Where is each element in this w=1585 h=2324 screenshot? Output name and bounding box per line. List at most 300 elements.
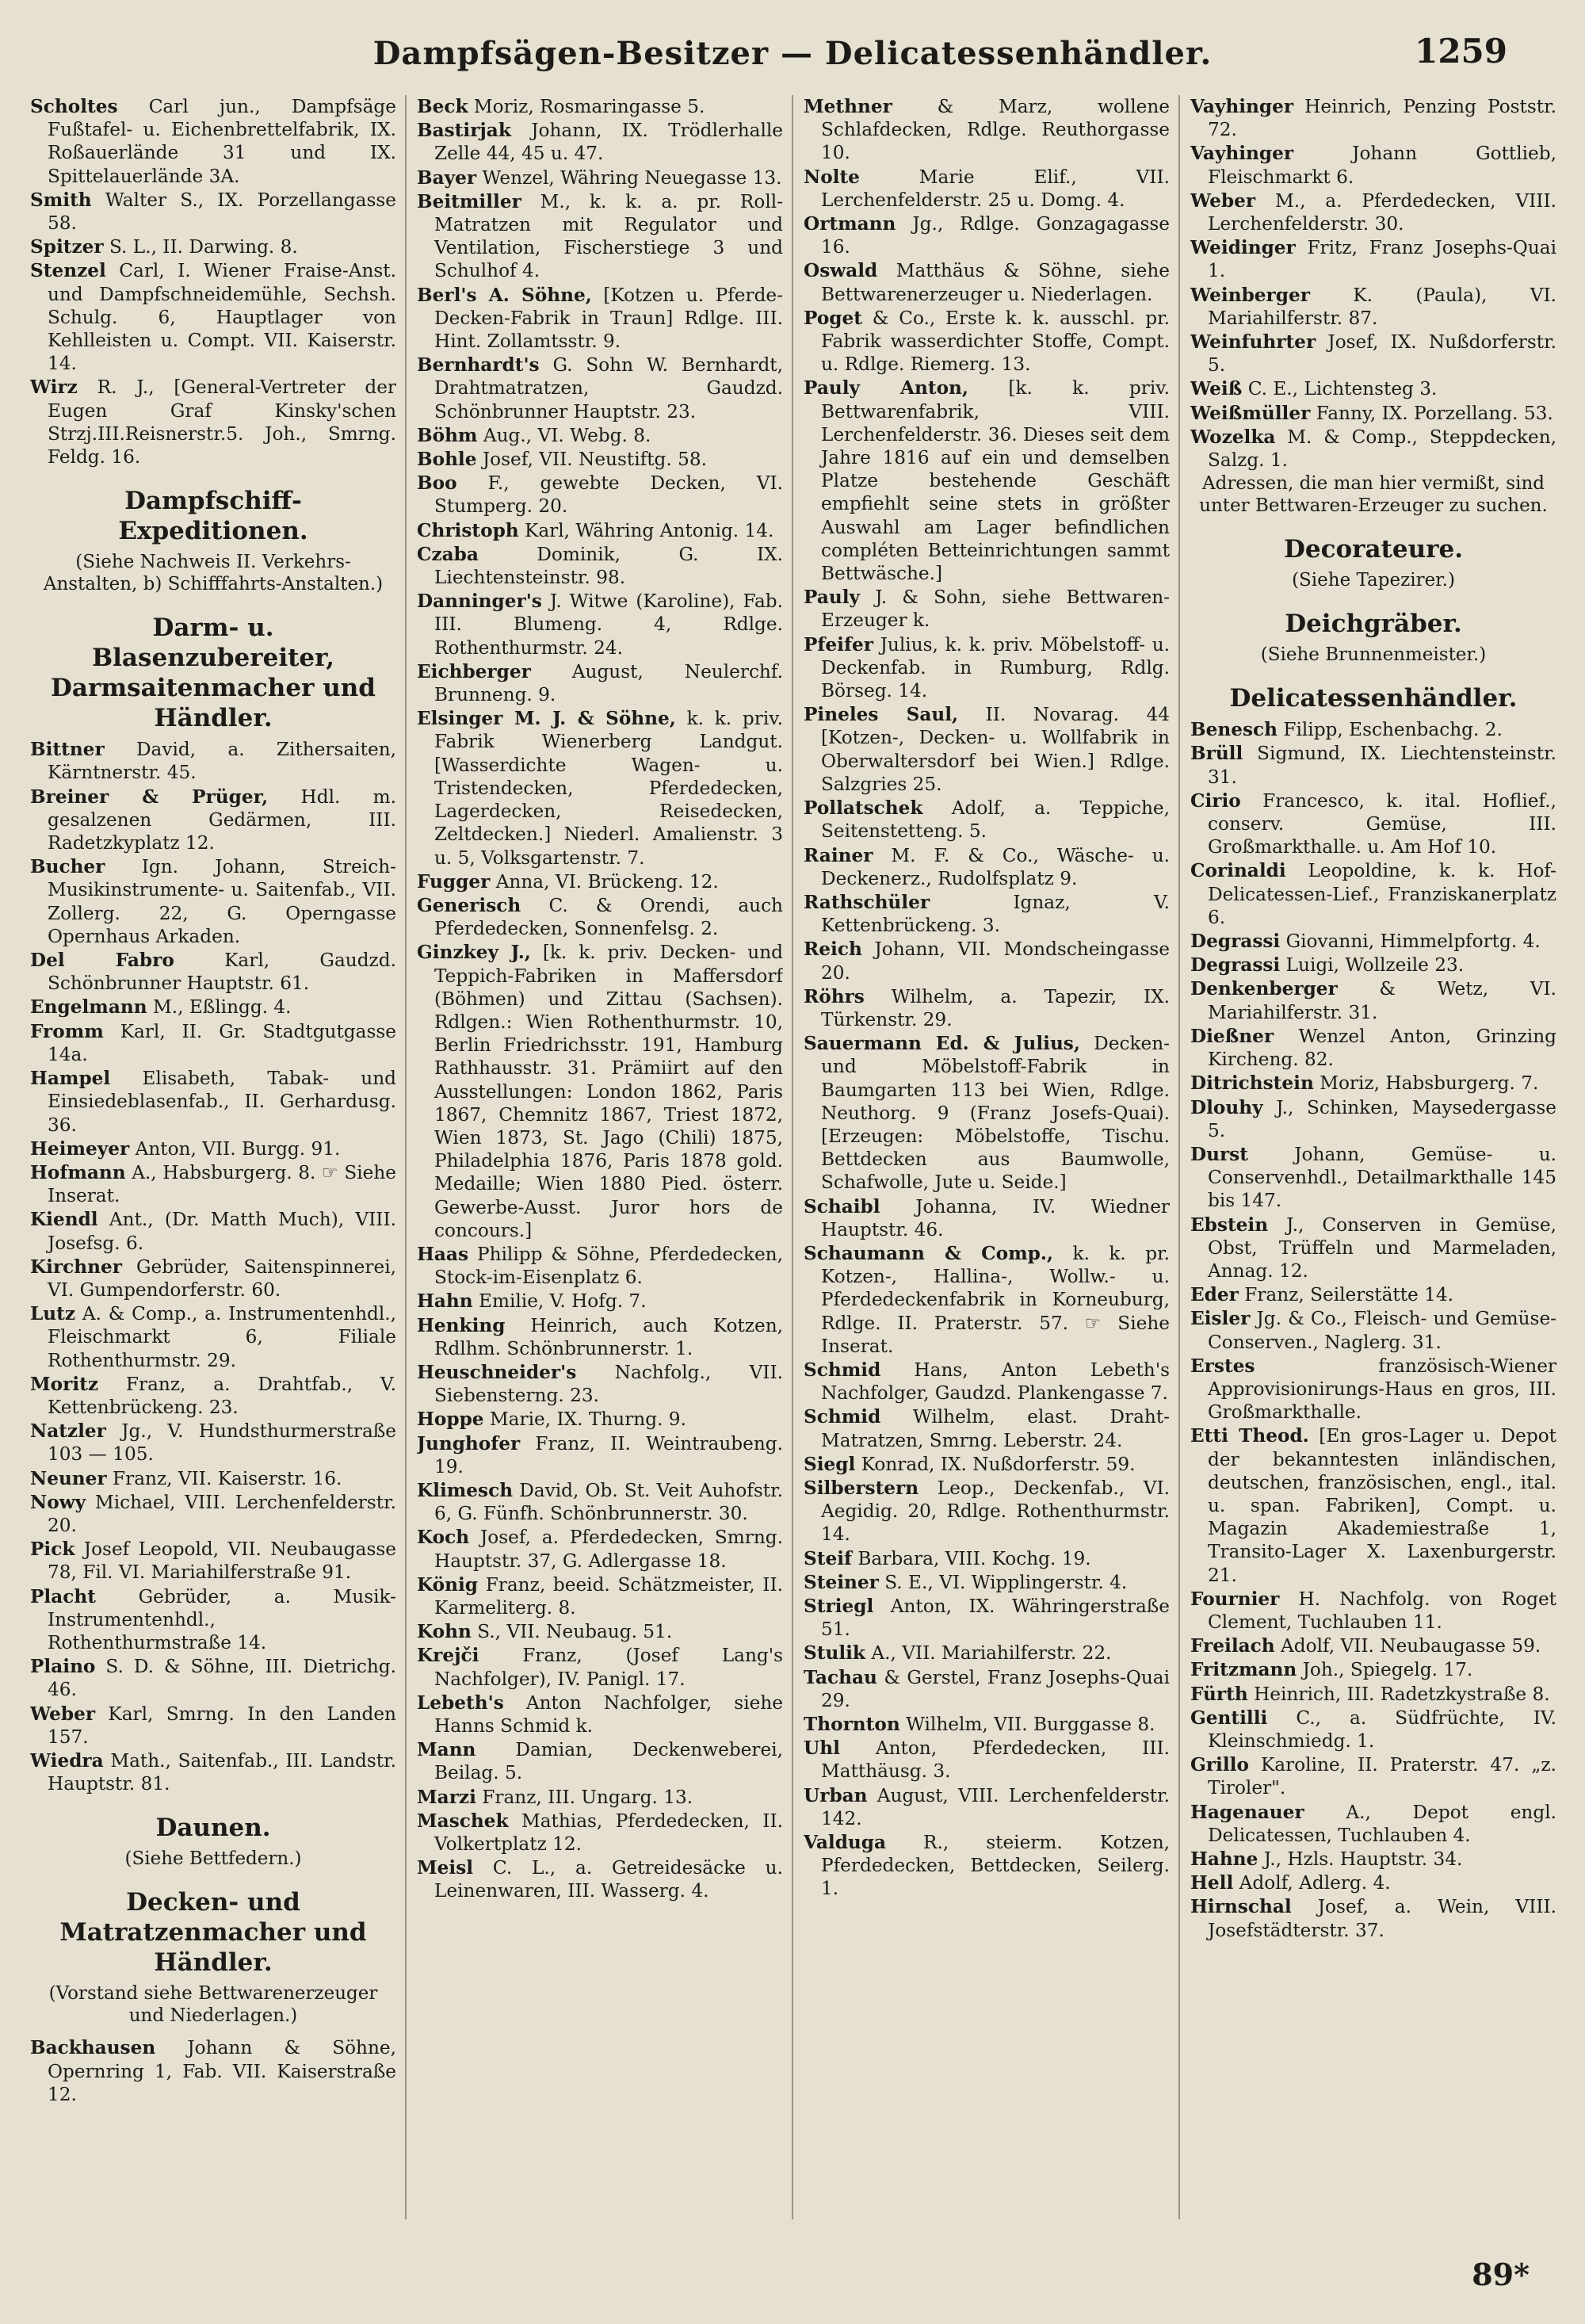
entry-details: R., steierm. Kotzen, Pferdedecken, Bettdecken, Seilerg. 1.	[821, 1832, 1170, 1900]
entry-name: Vayhinger	[1190, 143, 1294, 165]
entry-name: Fournier	[1190, 1588, 1280, 1610]
entry-name: Steif	[804, 1547, 852, 1569]
entry-details: Johann, VII. Mondscheingasse 20.	[821, 938, 1170, 984]
entry-details: & Co., Erste k. k. ausschl. pr. Fabrik wasserdichter Stoffe, Compt. u. Rdlge. Riemerg. 13.	[821, 307, 1170, 376]
entry-name: Vayhinger	[1190, 96, 1294, 117]
entry-name: Heuschneider's	[417, 1361, 577, 1383]
entry-details: Karoline, II. Praterstr. 47. „z. Tiroler".	[1208, 1754, 1556, 1799]
entry-name: Bastirjak	[417, 120, 511, 142]
entry-details: Nachfolg., VII. Siebensterng. 23.	[434, 1361, 783, 1407]
entry-name: Thornton	[804, 1714, 900, 1736]
directory-entry	[417, 190, 783, 283]
entry-details: Johanna, IV. Wiedner Hauptstr. 46.	[821, 1195, 1170, 1240]
directory-entry	[417, 1526, 783, 1572]
directory-entry	[417, 1644, 783, 1690]
entry-name: Urban	[804, 1784, 868, 1806]
directory-entry	[1190, 1355, 1556, 1424]
entry-name: Erstes	[1190, 1355, 1255, 1377]
entry-details: Aug., VI. Webg. 8.	[483, 424, 651, 446]
entry-details: Julius, k. k. priv. Möbelstoff- u. Deckenfab. in Rumburg, Rdlg. Börseg. 14.	[821, 633, 1170, 702]
entry-details: Jg., V. Hundsthurmerstraße 103 — 105.	[48, 1420, 396, 1466]
entry-name: Bayer	[417, 166, 477, 189]
entry-name: Krejči	[417, 1645, 479, 1667]
directory-entry	[1190, 377, 1556, 400]
entry-details: David, Ob. St. Veit Auhofstr. 6, G. Fünfh. Schönbrunnerstr. 30.	[434, 1479, 783, 1525]
section-heading: Delicatessenhändler.	[1229, 684, 1518, 713]
entry-name: Fürth	[1190, 1683, 1248, 1705]
entry-name: Bernhardt's	[417, 354, 540, 377]
entry-name: Grillo	[1190, 1754, 1249, 1776]
entry-name: Weidinger	[1190, 237, 1296, 259]
entry-details: K. (Paula), VI. Mariahilferstr. 87.	[1208, 284, 1556, 329]
directory-entry	[417, 284, 783, 354]
entry-details: Marie Elif., VII. Lerchenfelderstr. 25 u. Domg. 4.	[821, 166, 1170, 211]
directory-entry	[1190, 1707, 1556, 1753]
entry-name: Durst	[1190, 1143, 1248, 1165]
directory-entry	[804, 1784, 1170, 1830]
entry-details: Johann & Söhne, Opernring 1, Fab. VII. Kaiserstraße 12.	[48, 2037, 396, 2105]
directory-entry	[1190, 977, 1556, 1023]
entry-details: Johann, IX. Trödlerhalle Zelle 44, 45 u. 47.	[434, 120, 783, 165]
entry-name: Hahn	[417, 1290, 473, 1313]
entry-name: Schaumann & Comp.,	[804, 1242, 1053, 1264]
entry-details: M., Eßlingg. 4.	[152, 996, 292, 1019]
page-number: 1259	[1415, 32, 1507, 71]
entry-name: Fugger	[417, 870, 491, 893]
entry-name: Pfeifer	[804, 633, 873, 656]
entry-details: S. D. & Söhne, III. Dietrichg. 46.	[48, 1656, 396, 1701]
entry-details: Karl, Smrng. In den Landen 157.	[48, 1703, 396, 1748]
directory-entry	[30, 855, 396, 948]
entry-details: Math., Saitenfab., III. Landstr. Hauptstr. 81.	[48, 1749, 396, 1795]
entry-name: Kohn	[417, 1621, 472, 1643]
directory-entry	[30, 1585, 396, 1655]
directory-entry	[1190, 1307, 1556, 1353]
directory-entry	[417, 1573, 783, 1619]
entry-name: Weber	[30, 1703, 96, 1725]
entry-details: k. k. pr. Kotzen-, Hallina-, Wollw.- u. Pferdedeckenfabrik in Korneuburg, Rdlge. II. Praterstr. 57. ☞ Siehe Inserat.	[821, 1242, 1170, 1357]
entry-name: Hoppe	[417, 1409, 484, 1431]
directory-entry	[1190, 402, 1556, 425]
entry-details: Leopoldine, k. k. Hof-Delicatessen-Lief., Franziskanerplatz 6.	[1208, 860, 1556, 928]
entry-details: August, Neulerchf. Brunneng. 9.	[434, 660, 783, 706]
entry-name: Hofmann	[30, 1161, 126, 1183]
entry-name: Lutz	[30, 1303, 76, 1325]
entry-details: Barbara, VIII. Kochg. 19.	[857, 1547, 1091, 1569]
directory-entry	[804, 1737, 1170, 1783]
entry-name: Corinaldi	[1190, 860, 1286, 882]
entry-details: J., Conserven in Gemüse, Obst, Trüffeln und Marmeladen, Annag. 12.	[1208, 1214, 1556, 1282]
section-heading: Deichgräber.	[1285, 610, 1462, 639]
section-note: (Siehe Tapezirer.)	[1292, 570, 1455, 591]
entry-details: Francesco, k. ital. Hoflief., conserv. Gemüse, III. Großmarkthalle. u. Am Hof 10.	[1208, 789, 1556, 858]
directory-entry	[1190, 1143, 1556, 1213]
directory-entry	[1190, 742, 1556, 788]
entry-details: Fritz, Franz Josephs-Quai 1.	[1208, 237, 1556, 282]
entry-details: Anton, VII. Burgg. 91.	[135, 1137, 341, 1160]
directory-entry	[804, 166, 1170, 212]
directory-entry	[417, 941, 783, 1242]
entry-name: Junghofer	[417, 1432, 521, 1454]
entry-details: [k. k. priv. Decken- und Teppich-Fabriken in Maffersdorf (Böhmen) und Zittau (Sachsen). Rdlgen.: Wien Rothenthurmstr. 10, Berlin Friedrichsstr. 191, Hamburg Rathhausstr. 31. Prämiirt auf den Ausstellungen: London 1862, Paris 1867, Chemnitz 1867, Triest 1872, Wien 1873, St. Jago (Chili) 1875, Philadelphia 1876, Paris 1878 gold. Medaille; Wien 1880 Pied. österr. Gewerbe-Ausst. Juror hors de concours.]	[434, 942, 783, 1241]
directory-entry	[804, 1713, 1170, 1736]
section-heading: Decorateure.	[1283, 535, 1463, 564]
directory-entry	[804, 586, 1170, 632]
directory-entry	[417, 590, 783, 659]
entry-name: Degrassi	[1190, 954, 1281, 977]
directory-entry	[804, 1359, 1170, 1405]
entry-name: Weinfuhrter	[1190, 331, 1316, 354]
entry-details: Michael, VIII. Lerchenfelderstr. 20.	[48, 1491, 396, 1536]
directory-entry	[1190, 331, 1556, 377]
directory-entry	[1190, 236, 1556, 282]
entry-name: Weißmüller	[1190, 402, 1311, 424]
entry-details: J., Schinken, Maysedergasse 5.	[1208, 1096, 1556, 1141]
directory-entry	[417, 1314, 783, 1360]
entry-name: Schmid	[804, 1406, 881, 1428]
directory-entry	[804, 633, 1170, 703]
entry-details: k. k. priv. Fabrik Wienerberg Landgut. [Wasserdichte Wagen- u. Tristendecken, Pferdedecken, Lagerdecken, Reisedecken, Zeltdecken.] Niederl. Amalienstr. 3 u. 5, Volksgartenstr. 7.	[434, 708, 783, 869]
directory-entry	[30, 1703, 396, 1749]
entry-details: Hans, Anton Lebeth's Nachfolger, Gaudzd. Plankengasse 7.	[821, 1359, 1170, 1405]
entry-details: Franz, a. Drahtfab., V. Kettenbrückeng. 23.	[48, 1373, 396, 1418]
directory-entry	[804, 212, 1170, 258]
entry-details: Luigi, Wollzeile 23.	[1285, 954, 1465, 977]
entry-name: Ditrichstein	[1190, 1072, 1314, 1095]
directory-entry	[417, 354, 783, 423]
entry-details: Emilie, V. Hofg. 7.	[479, 1290, 647, 1313]
entry-name: Fritzmann	[1190, 1659, 1297, 1681]
directory-entry	[30, 1467, 396, 1490]
entry-name: Sauermann Ed. & Julius,	[804, 1033, 1080, 1055]
entry-name: Lebeth's	[417, 1691, 504, 1714]
directory-entry	[1190, 1753, 1556, 1799]
entry-details: S., VII. Neubaug. 51.	[477, 1621, 673, 1643]
entry-name: Boo	[417, 472, 457, 495]
entry-details: A., VII. Mariahilferstr. 22.	[871, 1642, 1112, 1665]
directory-entry	[417, 519, 783, 542]
entry-name: Elsinger M. J. & Söhne,	[417, 708, 676, 730]
entry-name: Hirnschal	[1190, 1896, 1292, 1918]
entry-name: Tachau	[804, 1666, 877, 1688]
entry-details: M. F. & Co., Wäsche- u. Deckenerz., Rudolfsplatz 9.	[821, 844, 1170, 889]
entry-details: Moriz, Habsburgerg. 7.	[1320, 1072, 1539, 1095]
entry-details: II. Novarag. 44 [Kotzen-, Decken- u. Wollfabrik in Oberwaltersdorf bei Wien.] Rdlge. Salzgries 25.	[821, 704, 1170, 795]
directory-entry	[417, 1738, 783, 1784]
entry-details: J. & Sohn, siehe Bettwaren-Erzeuger k.	[821, 587, 1170, 632]
entry-name: Ortmann	[804, 213, 896, 235]
directory-entry	[30, 235, 396, 258]
entry-name: Schaibl	[804, 1195, 880, 1217]
directory-entry	[417, 894, 783, 940]
entry-details: & Marz, wollene Schlafdecken, Rdlge. Reuthorgasse 10.	[821, 96, 1170, 164]
signature-mark: 89*	[1472, 2257, 1530, 2292]
entry-name: Rainer	[804, 844, 873, 866]
directory-entry	[417, 1786, 783, 1809]
directory-entry	[30, 259, 396, 375]
directory-entry	[1190, 1025, 1556, 1071]
directory-entry	[1190, 954, 1556, 977]
entry-name: Silberstern	[804, 1477, 919, 1499]
entry-details: Franz, (Josef Lang's Nachfolger), IV. Panigl. 17.	[434, 1645, 783, 1690]
entry-name: Berl's A. Söhne,	[417, 284, 592, 306]
directory-entry	[804, 1453, 1170, 1476]
entry-details: & Gerstel, Franz Josephs-Quai 29.	[821, 1666, 1170, 1711]
entry-name: Del Fabro	[30, 950, 174, 972]
entry-details: Elisabeth, Tabak- und Einsiedeblasenfab., II. Gerhardusg. 36.	[48, 1068, 396, 1136]
entry-details: A., Habsburgerg. 8. ☞ Siehe Inserat.	[48, 1161, 396, 1207]
directory-entry	[804, 1547, 1170, 1570]
entry-name: Reich	[804, 938, 862, 961]
entry-name: Böhm	[417, 424, 478, 446]
directory-entry	[1190, 189, 1556, 235]
section-note: (Siehe Bettfedern.)	[124, 1848, 302, 1870]
directory-entry	[417, 472, 783, 518]
directory-entry	[417, 448, 783, 471]
entry-details: französisch-Wiener Approvisionirungs-Haus en gros, III. Großmarkthalle.	[1208, 1355, 1556, 1424]
entry-details: A. & Comp., a. Instrumentenhdl., Fleischmarkt 6, Filiale Rothenthurmstr. 29.	[48, 1303, 396, 1371]
entry-name: Wozelka	[1190, 426, 1276, 448]
directory-entry	[30, 95, 396, 188]
entry-name: Steiner	[804, 1571, 879, 1593]
directory-entry	[804, 844, 1170, 890]
directory-entry	[417, 660, 783, 706]
directory-entry	[417, 424, 783, 447]
entry-name: Siegl	[804, 1453, 856, 1475]
directory-entry	[804, 703, 1170, 796]
entry-name: Backhausen	[30, 2037, 156, 2059]
entry-details: Decken- und Möbelstoff-Fabrik in Baumgarten 113 bei Wien, Rdlge. Neuthorg. 9 (Franz Josefs-Quai). [Erzeugen: Möbelstoffe, Tischu. Bettdecken aus Baumwolle, Schafwolle, Jute u. Seide.]	[821, 1033, 1170, 1194]
entry-details: Franz, Seilerstätte 14.	[1244, 1284, 1454, 1306]
directory-entry	[1190, 718, 1556, 741]
directory-entry	[1190, 426, 1556, 472]
entry-name: Hell	[1190, 1872, 1234, 1894]
entry-details: Giovanni, Himmelpfortg. 4.	[1285, 931, 1541, 953]
entry-name: Wirz	[30, 377, 78, 399]
directory-entry	[30, 1137, 396, 1160]
directory-entry	[30, 949, 396, 995]
entry-details: August, VIII. Lerchenfelderstr. 142.	[821, 1784, 1170, 1829]
directory-entry	[804, 1571, 1170, 1594]
entry-name: Fromm	[30, 1020, 104, 1042]
directory-entry	[417, 870, 783, 893]
entry-details: Josef Leopold, VII. Neubaugasse 78, Fil. VI. Mariahilferstraße 91.	[48, 1539, 396, 1584]
directory-entry	[30, 1749, 396, 1795]
directory-entry	[804, 1831, 1170, 1901]
entry-details: Joh., Spiegelg. 17.	[1302, 1659, 1473, 1681]
directory-entry	[1190, 1658, 1556, 1681]
directory-entry	[417, 1810, 783, 1856]
directory-entry	[804, 797, 1170, 843]
directory-entry	[1190, 1634, 1556, 1657]
entry-name: Uhl	[804, 1737, 840, 1760]
directory-entry	[1190, 1801, 1556, 1847]
entry-name: Eder	[1190, 1284, 1239, 1306]
entry-details: Wilhelm, VII. Burggasse 8.	[906, 1714, 1155, 1736]
directory-entry	[1190, 1072, 1556, 1095]
directory-entry	[30, 189, 396, 235]
entry-details: Matthäus & Söhne, siehe Bettwarenerzeuger u. Niederlagen.	[821, 260, 1170, 305]
directory-entry	[417, 166, 783, 189]
entry-details: Karl, Gaudzd. Schönbrunner Hauptstr. 61.	[48, 950, 396, 995]
entry-name: Wiedra	[30, 1749, 104, 1772]
directory-entry	[1190, 1214, 1556, 1283]
entry-name: Nowy	[30, 1491, 86, 1513]
entry-name: Christoph	[417, 519, 519, 541]
directory-entry	[30, 996, 396, 1019]
entry-name: Neuner	[30, 1467, 107, 1489]
entry-name: Ginzkey J.,	[417, 942, 531, 964]
directory-entry	[1190, 1895, 1556, 1941]
column-4	[1190, 95, 1556, 2235]
directory-entry	[804, 1405, 1170, 1451]
directory-entry	[1190, 789, 1556, 859]
directory-entry	[30, 2036, 396, 2106]
directory-entry	[804, 1595, 1170, 1641]
directory-entry	[804, 95, 1170, 165]
entry-details: Ign. Johann, Streich-Musikinstrumente- u. Saitenfab., VII. Zollerg. 22, G. Operngasse Opernhaus Arkaden.	[48, 856, 396, 947]
directory-entry	[417, 1691, 783, 1737]
entry-name: Hahne	[1190, 1848, 1258, 1870]
entry-name: Stulik	[804, 1642, 865, 1665]
entry-name: Weber	[1190, 189, 1256, 212]
entry-details: Heinrich, Penzing Poststr. 72.	[1208, 96, 1556, 141]
entry-details: Carl, I. Wiener Fraise-Anst. und Dampfschneidemühle, Sechsh. Schulg. 6, Hauptlager von Kehlleisten u. Compt. VII. Kaiserstr. 14.	[48, 260, 396, 375]
entry-name: Marzi	[417, 1786, 476, 1808]
directory-entry	[804, 985, 1170, 1031]
entry-name: Denkenberger	[1190, 978, 1338, 1000]
entry-name: Rathschüler	[804, 891, 930, 913]
entry-details: C. E., Lichtensteg 3.	[1247, 378, 1438, 400]
entry-name: Nolte	[804, 166, 860, 188]
directory-entry	[30, 785, 396, 855]
entry-details: Anton, IX. Währingerstraße 51.	[821, 1596, 1170, 1641]
directory-entry	[417, 1856, 783, 1902]
directory-entry	[1190, 1848, 1556, 1871]
entry-details: M. & Comp., Steppdecken, Salzg. 1.	[1208, 426, 1556, 472]
entry-name: Generisch	[417, 894, 521, 916]
directory-entry	[1190, 284, 1556, 330]
entry-details: Adolf, VII. Neubaugasse 59.	[1281, 1635, 1541, 1657]
entry-name: Degrassi	[1190, 931, 1281, 953]
entry-name: Poget	[804, 307, 862, 329]
section-note: Adressen, die man hier vermißt, sind unter Bettwaren-Erzeuger zu suchen.	[1199, 473, 1548, 517]
entry-details: Hdl. m. gesalzenen Gedärmen, III. Radetzkyplatz 12.	[48, 785, 396, 854]
directory-entry	[1190, 1871, 1556, 1894]
entry-details: Karl, Währing Antonig. 14.	[525, 519, 774, 541]
directory-entry	[1190, 1588, 1556, 1634]
section-heading: Darm- u. Blasenzubereiter, Darmsaitenmacher und Händler.	[51, 613, 376, 733]
entry-name: Meisl	[417, 1857, 474, 1879]
entry-details: A., Depot engl. Delicatessen, Tuchlauben 4.	[1208, 1801, 1556, 1846]
entry-name: Gentilli	[1190, 1707, 1268, 1729]
section-note: (Siehe Nachweis II. Verkehrs-Anstalten, b) Schifffahrts-Anstalten.)	[43, 552, 384, 595]
entry-details: Wenzel Anton, Grinzing Kircheng. 82.	[1208, 1025, 1556, 1071]
entry-name: Plaino	[30, 1656, 96, 1678]
entry-details: Konrad, IX. Nußdorferstr. 59.	[861, 1453, 1136, 1475]
entry-name: Pollatschek	[804, 797, 923, 820]
entry-name: Placht	[30, 1585, 96, 1607]
entry-details: David, a. Zithersaiten, Kärntnerstr. 45.	[48, 739, 396, 784]
entry-name: Czaba	[417, 543, 479, 565]
entry-details: Heinrich, III. Radetzkystraße 8.	[1254, 1683, 1550, 1705]
section-heading: Decken- und Matratzenmacher und Händler.	[59, 1888, 367, 1978]
entry-name: Kirchner	[30, 1256, 122, 1278]
entry-name: Klimesch	[417, 1479, 514, 1501]
entry-details: Gebrüder, Saitenspinnerei, VI. Gumpendorferstr. 60.	[48, 1256, 396, 1301]
entry-details: Mathias, Pferdedecken, II. Volkertplatz 12.	[434, 1810, 783, 1856]
entry-details: [k. k. priv. Bettwarenfabrik, VIII. Lerchenfelderstr. 36. Dieses seit dem Jahre 1816 auf ein und demselben Platze bestehende Geschäft empfiehlt seine stets in größter Auswahl am Lager befindlichen compléten Betteinrichtungen sammt Bettwäsche.]	[821, 377, 1170, 585]
directory-entry	[30, 1655, 396, 1701]
entry-name: Hampel	[30, 1068, 111, 1090]
entry-details: Wilhelm, a. Tapezir, IX. Türkenstr. 29.	[821, 985, 1170, 1030]
entry-details: Carl jun., Dampfsäge Fußtafel- u. Eichenbrettelfabrik, IX. Roßauerlände 31 und IX. Spittelauerlände 3A.	[48, 96, 396, 187]
directory-entry	[804, 259, 1170, 305]
section-heading: Daunen.	[155, 1814, 271, 1843]
directory-entry	[804, 938, 1170, 984]
entry-name: Heimeyer	[30, 1137, 130, 1160]
entry-name: Etti Theod.	[1190, 1425, 1309, 1447]
section-heading: Dampfschiff-Expeditionen.	[118, 487, 308, 546]
entry-details: Gebrüder, a. Musik-Instrumentenhdl., Rothenthurmstraße 14.	[48, 1585, 396, 1653]
directory-entry	[417, 1432, 783, 1478]
entry-details: Josef, a. Wein, VIII. Josefstädterstr. 37.	[1208, 1896, 1556, 1941]
directory-entry	[804, 377, 1170, 585]
entry-name: Mann	[417, 1739, 476, 1761]
entry-name: Benesch	[1190, 719, 1278, 741]
entry-name: Valduga	[804, 1832, 887, 1854]
entry-name: Henking	[417, 1314, 506, 1336]
entry-details: G. Sohn W. Bernhardt, Drahtmatratzen, Gaudzd. Schönbrunner Hauptstr. 23.	[434, 354, 783, 422]
entry-details: Johann Gottlieb, Fleischmarkt 6.	[1208, 143, 1556, 188]
entry-name: Scholtes	[30, 96, 118, 117]
directory-entry	[30, 1491, 396, 1537]
entry-details: Johann, Gemüse- u. Conservenhdl., Detailmarkthalle 145 bis 147.	[1208, 1143, 1556, 1212]
directory-entry	[30, 1020, 396, 1066]
entry-details: Franz, VII. Kaiserstr. 16.	[113, 1467, 342, 1489]
entry-details: Josef, IX. Nußdorferstr. 5.	[1208, 331, 1556, 377]
entry-name: Beitmiller	[417, 190, 521, 212]
column-2	[417, 95, 783, 2235]
entry-name: Koch	[417, 1527, 470, 1549]
entry-details: Anton Nachfolger, siehe Hanns Schmid k.	[434, 1691, 783, 1737]
entry-name: Brüll	[1190, 743, 1243, 765]
entry-details: Leop., Deckenfab., VI. Aegidig. 20, Rdlge. Rothenthurmstr. 14.	[821, 1477, 1170, 1546]
entry-name: Danninger's	[417, 591, 542, 613]
directory-entry	[30, 376, 396, 468]
directory-entry	[804, 1477, 1170, 1546]
directory-entry	[417, 119, 783, 165]
entry-name: Striegl	[804, 1596, 874, 1617]
running-head: Dampfsägen-Besitzer — Delicatessenhändler.	[372, 35, 1213, 72]
directory-entry	[804, 1642, 1170, 1665]
directory-entry	[30, 1208, 396, 1254]
entry-details: Franz, II. Weintraubeng. 19.	[434, 1432, 783, 1477]
entry-name: Kiendl	[30, 1209, 98, 1231]
entry-name: Spitzer	[30, 236, 104, 258]
directory-entry	[30, 738, 396, 784]
entry-name: Dlouhy	[1190, 1096, 1263, 1118]
entry-details: S. L., II. Darwing. 8.	[109, 236, 298, 258]
section-note: (Siehe Brunnenmeister.)	[1260, 644, 1487, 666]
entry-name: Pauly Anton,	[804, 377, 968, 399]
entry-details: Adolf, Adlerg. 4.	[1239, 1872, 1391, 1894]
entry-name: Eichberger	[417, 660, 531, 682]
entry-details: Dominik, G. IX. Liechtensteinstr. 98.	[434, 543, 783, 589]
directory-entry	[417, 95, 783, 118]
entry-name: Natzler	[30, 1420, 106, 1443]
entry-details: J., Hzls. Hauptstr. 34.	[1263, 1848, 1463, 1870]
